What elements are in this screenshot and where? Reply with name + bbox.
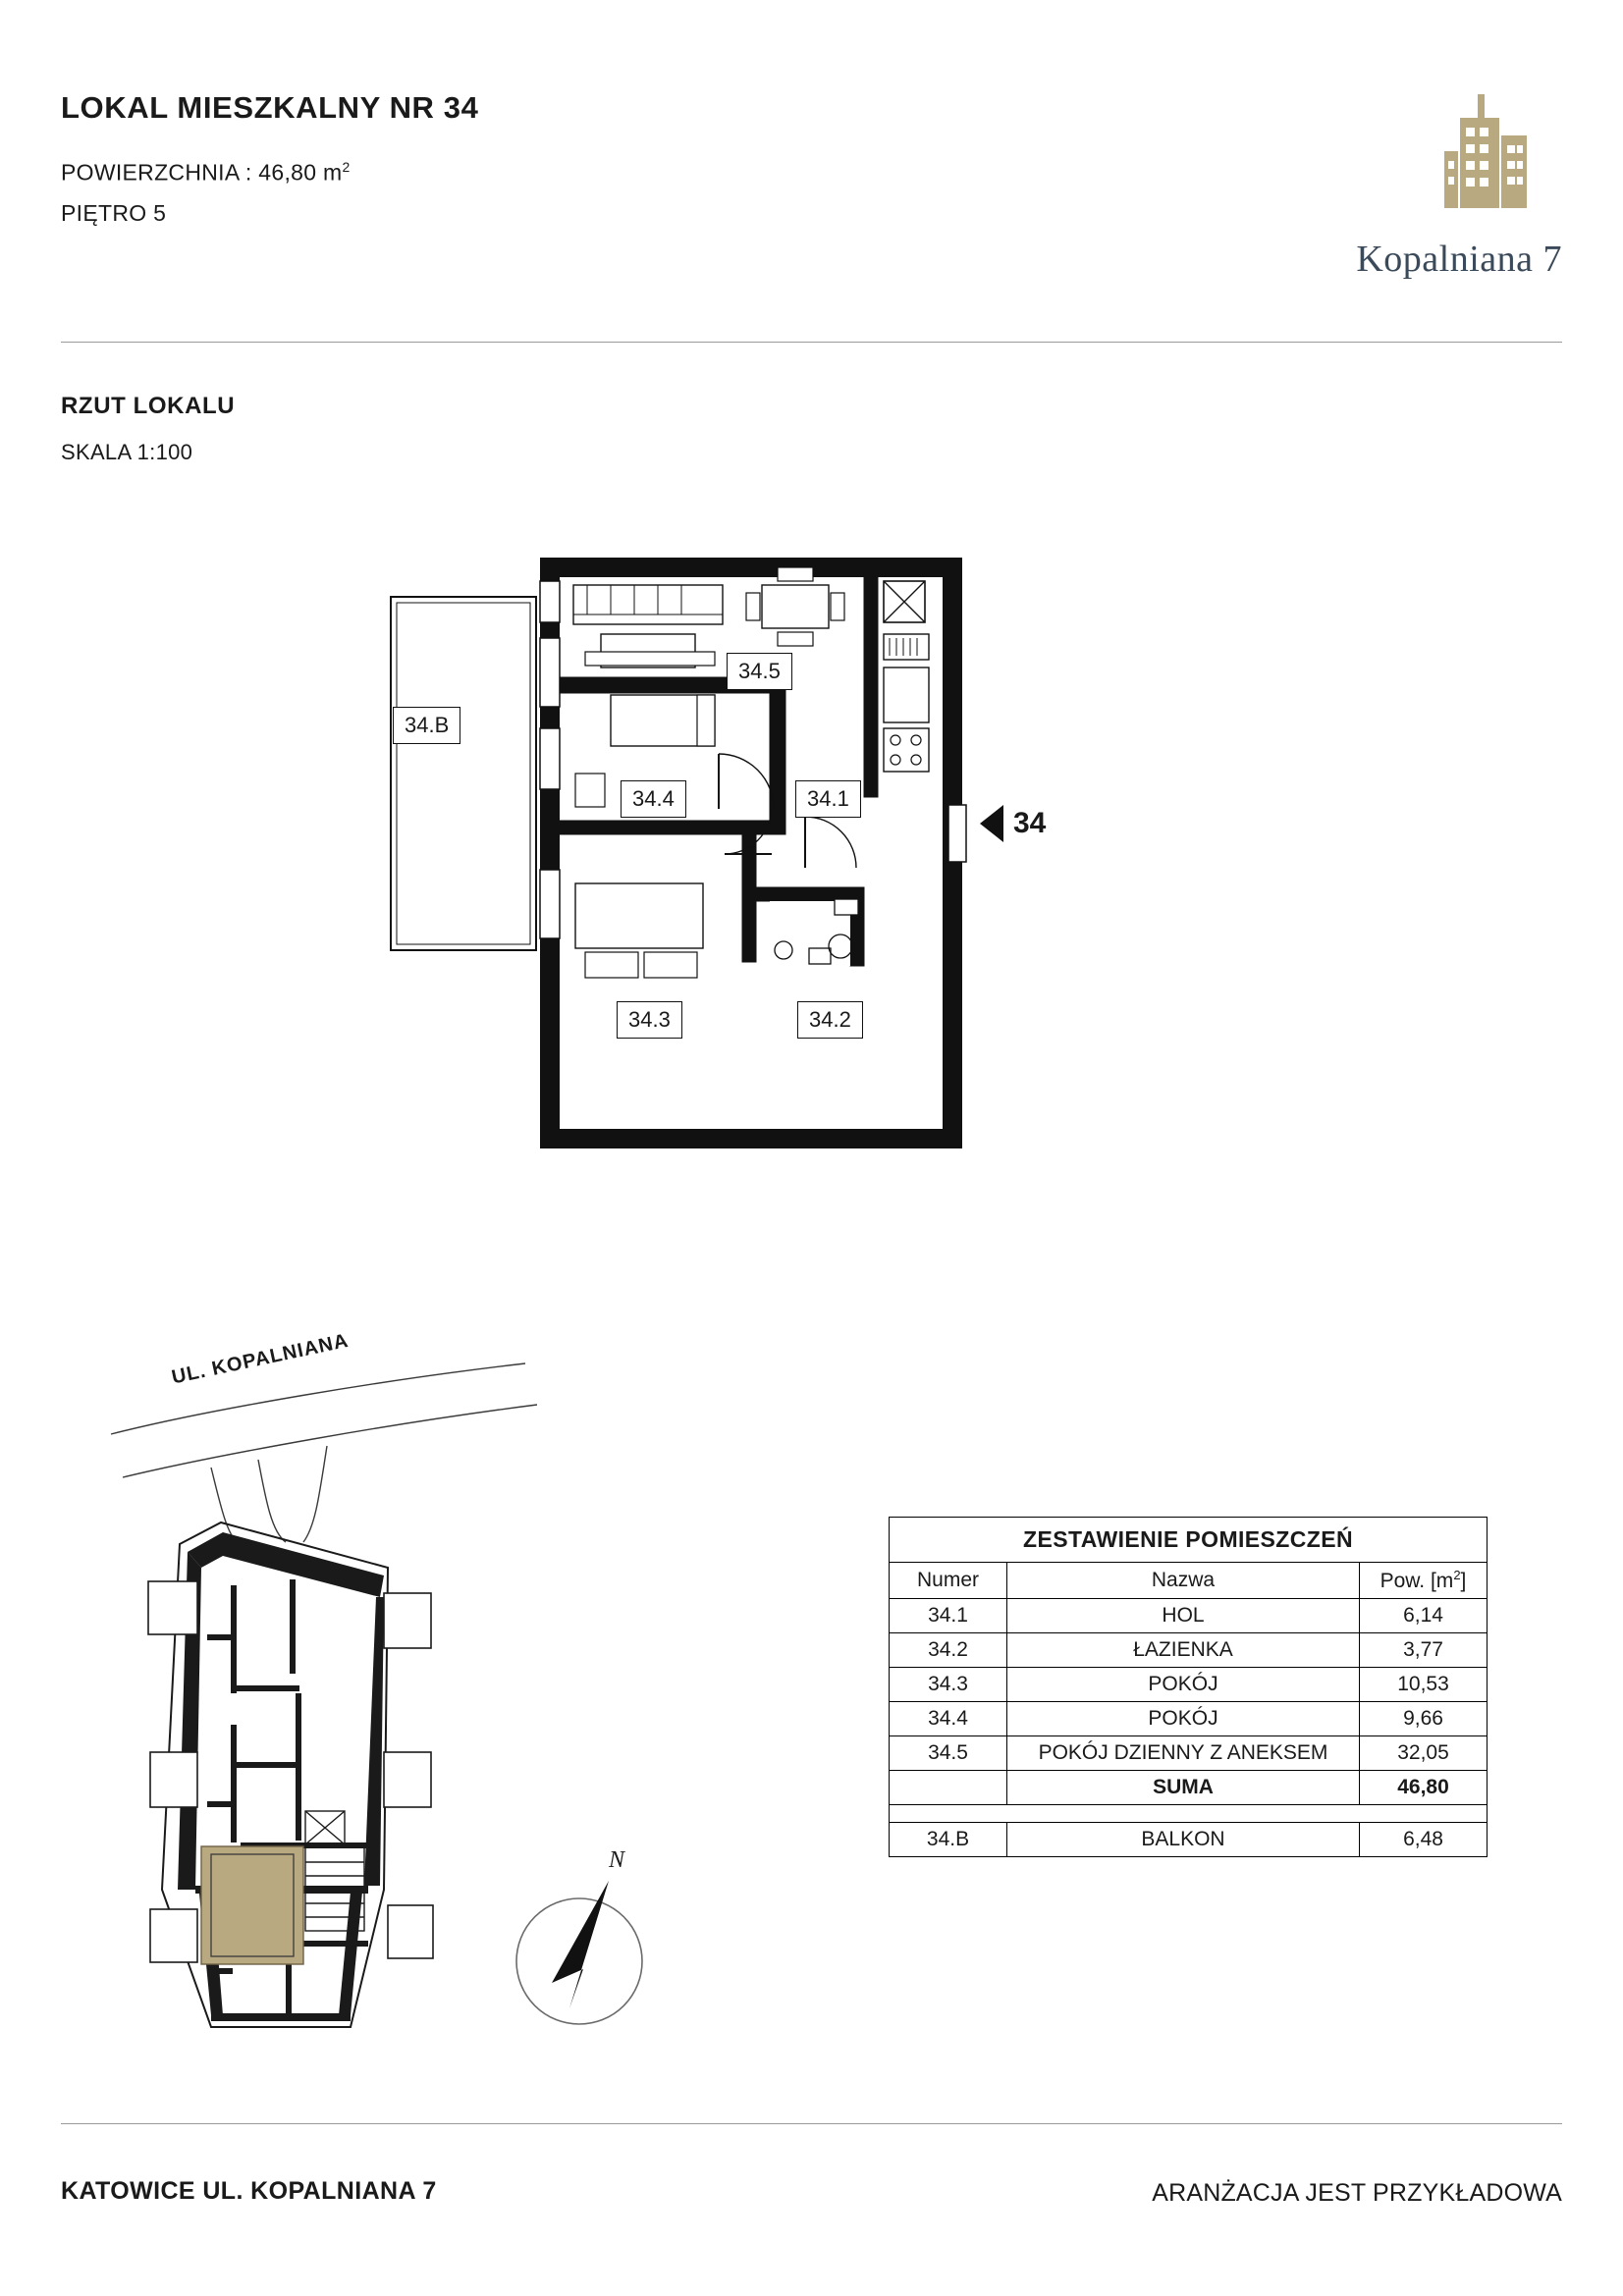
floor-plan	[373, 520, 1237, 1227]
column-header-name: Nazwa	[1007, 1563, 1360, 1599]
cell-name: HOL	[1007, 1599, 1360, 1633]
page-title: LOKAL MIESZKALNY NR 34	[61, 90, 479, 125]
unit-number: 34	[1013, 807, 1047, 839]
plan-section-title: RZUT LOKALU	[61, 393, 236, 419]
header-divider	[61, 342, 1562, 343]
cell-number: 34.2	[890, 1633, 1007, 1668]
table-spacer	[890, 1805, 1488, 1823]
table-row	[890, 1633, 1488, 1668]
cell-area: 32,05	[1360, 1736, 1488, 1771]
table-caption: ZESTAWIENIE POMIESZCZEŃ	[890, 1518, 1488, 1563]
highlighted-unit	[201, 1846, 303, 1964]
table-row	[890, 1736, 1488, 1771]
column-header-area-text: Pow. [m	[1380, 1570, 1454, 1592]
sheet-header	[61, 90, 1562, 280]
column-header-area	[1360, 1563, 1488, 1599]
table-row	[890, 1702, 1488, 1736]
key-plan	[93, 1329, 555, 2106]
room-label-34-5: 34.5	[727, 653, 792, 690]
brand-name: Kopalniana 7	[1356, 239, 1562, 280]
cell-name: POKÓJ	[1007, 1668, 1360, 1702]
building-logo-icon	[1150, 90, 1562, 218]
cell-area: 6,14	[1360, 1599, 1488, 1633]
arrow-left-icon	[980, 805, 1003, 842]
compass-north-label: N	[609, 1847, 625, 1873]
plan-scale-label: SKALA 1:100	[61, 440, 193, 464]
column-header-area-sup: 2	[1453, 1568, 1461, 1582]
sum-label: SUMA	[1007, 1771, 1360, 1805]
cell-area: 9,66	[1360, 1702, 1488, 1736]
room-label-34-3: 34.3	[617, 1001, 682, 1039]
street-label: UL. KOPALNIANA	[170, 1329, 352, 1389]
cell-name: BALKON	[1007, 1823, 1360, 1857]
room-label-34-B: 34.B	[393, 707, 460, 744]
cell-area: 6,48	[1360, 1823, 1488, 1857]
cell-area: 10,53	[1360, 1668, 1488, 1702]
brand-block	[1150, 90, 1562, 281]
area-unit-superscript: 2	[342, 159, 351, 175]
cell-number: 34.5	[890, 1736, 1007, 1771]
table-row-balcony	[890, 1823, 1488, 1857]
table-header-row	[890, 1563, 1488, 1599]
footer-divider	[61, 2123, 1562, 2124]
cell-number: 34.4	[890, 1702, 1007, 1736]
cell-number: 34.1	[890, 1599, 1007, 1633]
compass-rose	[501, 1845, 677, 2042]
cell-area: 3,77	[1360, 1633, 1488, 1668]
floor-line: PIĘTRO 5	[61, 199, 167, 226]
column-header-area-suffix: ]	[1460, 1570, 1467, 1592]
table-caption-row	[890, 1518, 1488, 1563]
cell-number: 34.3	[890, 1668, 1007, 1702]
room-label-34-1: 34.1	[795, 780, 861, 818]
unit-entrance-marker	[980, 805, 1046, 842]
table-row	[890, 1668, 1488, 1702]
table-row	[890, 1599, 1488, 1633]
cell-name: POKÓJ DZIENNY Z ANEKSEM	[1007, 1736, 1360, 1771]
room-schedule	[889, 1517, 1488, 1857]
room-label-34-4: 34.4	[621, 780, 686, 818]
area-label: POWIERZCHNIA : 46,80 m	[61, 159, 343, 186]
room-schedule-table	[889, 1517, 1488, 1857]
sum-value: 46,80	[1360, 1771, 1488, 1805]
table-sum-row	[890, 1771, 1488, 1805]
room-label-34-2: 34.2	[797, 1001, 863, 1039]
footer-address: KATOWICE UL. KOPALNIANA 7	[61, 2177, 437, 2205]
cell-name: POKÓJ	[1007, 1702, 1360, 1736]
footer-disclaimer: ARANŻACJA JEST PRZYKŁADOWA	[1152, 2179, 1562, 2207]
cell-number: 34.B	[890, 1823, 1007, 1857]
cell-name: ŁAZIENKA	[1007, 1633, 1360, 1668]
column-header-number: Numer	[890, 1563, 1007, 1599]
